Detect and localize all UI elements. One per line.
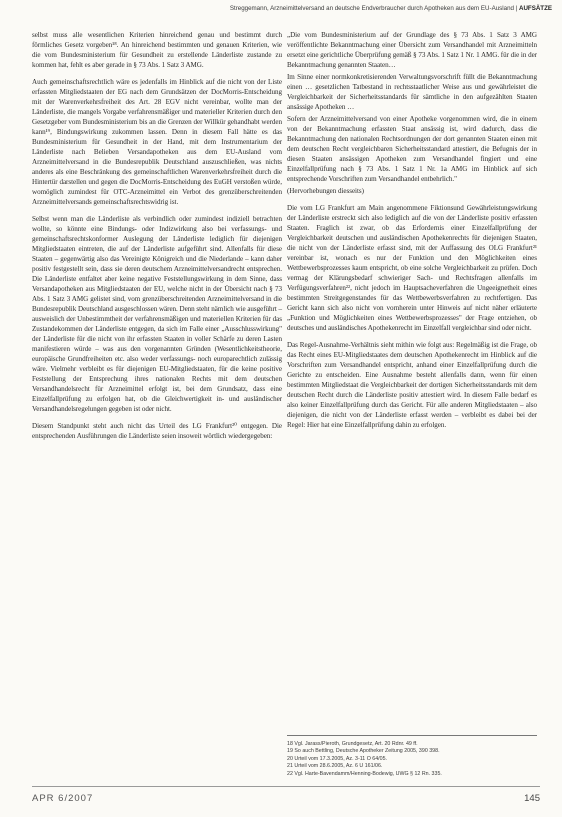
right-column xyxy=(287,30,537,437)
paragraph: Die vom LG Frankfurt am Main angenommene Fiktionsund Gewährleistungswirkung der Länderliste erstreckt sich also lediglich auf die von der Länderliste positiv erfassten Staaten. Fraglich ist zwar, ob das Erfordernis einer Einzelfallprüfung der Vergleichbarkeit deutschen und ausländischen Apothekenrechts für diejenigen Staaten, die nicht von der Länderliste erfasst sind, mit der Auffassung des OLG Frankfurt²¹ vereinbar ist, wonach es nur der Funktion und den Möglichkeiten eines Wettbewerbsprozesses kaum entspricht, ob eine solche Vergleichbarkeit zu prüfen. Doch vermag der Klärungsbedarf schwieriger Sach- und Rechtsfragen allenfalls im Verfügungsverfahren²², nicht jedoch im Hauptsacheverfahren die Ungeeignetheit eines bestimmten Streitgegenstandes für das Wettbewerbsverfahren zu rechtfertigen. Das Gericht kann sich also nicht von vornherein unter Hinweis auf nicht näher erläuterte „Funktion und Möglichkeiten eines Wettbewerbsprozesses" der Frage entziehen, ob deutsches und ausländisches Apothekenrecht im Einzelfall vergleichbar sind oder nicht. xyxy=(287,204,537,332)
journal-issue: APR 6/2007 xyxy=(32,793,94,804)
running-title: Streggemann, Arzneimittelversand an deutsche Endverbraucher durch Apotheken aus dem EU-Ausland | AUFSÄTZE xyxy=(229,5,552,12)
paragraph: Das Regel-Ausnahme-Verhältnis sieht mithin wie folgt aus: Regelmäßig ist die Frage, ob das Recht eines EU-Mitgliedstaates dem deutschen Apothekenrecht im Hinblick auf die Vorschriften zum Versandhandel entspricht, anhand einer Einzelfallprüfung durch die Gerichte zu entscheiden. Eine Ausnahme besteht allenfalls dann, wenn für einen bestimmten Mitgliedstaat die Vergleichbarkeit der dortigen Sicherheitsstandards mit dem deutschen Recht durch die Länderliste positiv attestiert wird. In diesem Falle bedarf es also keiner Einzelfallprüfung durch das Gericht. Für alle anderen Mitgliedstaaten – also diejenigen, die nicht von der Länderliste erfasst werden – verbleibt es dabei bei der Regel: Hier hat eine Einzelfallprüfung dahin zu erfolgen. xyxy=(287,341,537,429)
paragraph: Auch gemeinschaftsrechtlich wäre es jedenfalls im Hinblick auf die nicht von der Liste erfassten Mitgliedstaaten der EG nach dem Grundsätzen der DocMorris-Entscheidung mit der Warenverkehrsfreiheit des Art. 28 EGV nicht vereinbar, wollte man der Länderliste, die mangels Vorgabe verfahrensmäßiger und materieller Kriterien durch den Gesetzgeber vom Bundesministerium bis an die Grenzen der Willkür gehandhabt werden kann¹⁹, Bindungswirkung zukommen lassen. Denn in diesem Fall hätte es das Bundesministerium für Gesundheit in der Hand, mit dem Instrumentarium der Länderliste nach Belieben Versandapotheken aus dem EU-Ausland vom Arzneimittelversand in die Bundesrepublik Deutschland auszuschließen, was nichts anderes als eine Beschränkung des gemeinschaftlichen Warenverkehrsfreiheit durch die Hintertür darstellen und gegen die DocMorris-Entscheidung des EuGH verstoßen würde, womöglich zumindest für OTC-Arzneimittel ein Verbot des grenzüberschreitenden Arzneimittelversands gemeinschaftsrechtswidrig ist. xyxy=(32,78,282,206)
footnote: 19 So auch Bettling, Deutsche Apotheker Zeitung 2005, 390 398. xyxy=(287,748,440,755)
footnote: 18 Vgl. Jarass/Pieroth, Grundgesetz, Art. 20 Rdnr. 49 ff. xyxy=(287,741,418,747)
footnote: 20 Urteil vom 17.3.2005, Az. 3-11 O 64/05. xyxy=(287,755,388,762)
running-title-text: Streggemann, Arzneimittelversand an deutsche Endverbraucher durch Apotheken aus dem EU-Ausland xyxy=(229,5,514,12)
quote-paragraph: Im Sinne einer normkonkretisierenden Verwaltungsvorschrift füllt die Bekanntmachung einen … gesetzlichen Tatbestand in rechtsstaatlicher Weise aus und gewährleistet die Vergleichbarkeit der Sicherheitsstandards für sämtliche in den aufgezählten Staaten ansässige Apotheken … xyxy=(287,73,537,111)
paragraph: Selbst wenn man die Länderliste als verbindlich oder zumindest indiziell betrachten wollte, so könnte eine Bindungs- oder Indizwirkung also bei verfassungs- und gemeinschaftsrechtskonformer Auslegung der Länderliste lediglich für diejenigen Mitgliedstaaten eintreten, die auf der Länderliste aufgeführt sind. Allenfalls für diese Staaten – gegenwärtig also das Vereinigte Königreich und die Niederlande – kann daher positiv festgestellt sein, dass sie deren deutschem Arzneimittelversandrecht entsprechen. Die Länderliste entfaltet aber keine negative Feststellungswirkung in dem Sinne, dass Versandapotheken aus Mitgliedstaaten der EU, welche nicht in der Übersicht nach § 73 Abs. 1 Satz 3 AMG gelistet sind, vom grenzüberschreitenden Arzneimittelversand in die Bundesrepublik Deutschland ausgeschlossen wären. Denn steht nämlich wie ausgeführt – ausweislich der Unbestimmtheit der verfahrensmäßigen und materiellen Kriterien für das Zustandekommen der Länderliste entgegen, da sich im Falle einer „Ausschlusswirkung" der Länderliste für die nicht von ihr erfassten Staaten in voller Schärfe zu deren Lasten manifestieren würde – was aus den vorgenannten Gründen (Wesentlichkeitstheorie, europäische Grundfreiheiten etc. also weder verfassungs- noch europarechtlich zulässig wäre. Vielmehr verbleibt es für diejenigen EU-Mitgliedstaaten, für die keine positive Feststellung der Entsprechung ihres nationalen Rechts mit dem deutschen Versandhandelsrecht für Arzneimittel erfolgt ist, bei dem Grundsatz, dass eine Einzelfallprüfung zu erfolgen hat, ob die Gleichwertigkeit in- und ausländischer Versandhandelsregelungen gegeben ist oder nicht. xyxy=(32,215,282,413)
footer-divider xyxy=(32,786,540,787)
running-header xyxy=(0,0,562,18)
quote-paragraph: „Die vom Bundesministerium auf der Grundlage des § 73 Abs. 1 Satz 3 AMG veröffentlichte Bekanntmachung einer Übersicht zum Versandhandel mit Arzneimitteln ersetzt eine gerichtliche Überprüfung gemäß § 73 Abs. 1 Satz 1 Nr. 1 AMG. für die in der Bekanntmachung genannten Staaten… xyxy=(287,31,537,69)
paragraph: selbst muss alle wesentlichen Kriterien hinreichend genau und bestimmt durch förmliches Gesetz vorgeben¹⁸. An hinreichend bestimmten und genauen Kriterien, wie die vom Bundesministerium für Gesundheit zu erstellende Länderliste zustande zu kommen hat, fehlt es aber gerade in § 73 Abs. 1 Satz 3 AMG. xyxy=(32,31,282,69)
page-footer xyxy=(0,786,562,810)
paragraph: Diesem Standpunkt steht auch nicht das Urteil des LG Frankfurt²⁰ entgegen. Die entsprechenden Ausführungen die Länderliste seien insoweit wörtlich wiedergegeben: xyxy=(32,422,282,440)
emphasis-note: (Hervorhebungen diesseits) xyxy=(287,187,364,195)
footnotes xyxy=(287,735,537,778)
quote-paragraph: Sofern der Arzneimittelversand von einer Apotheke vorgenommen wird, die in einem von der Bekanntmachung erfassten Staat ansässig ist, wird dadurch, dass die Bekanntmachung den nationalen Rechtsordnungen der dort genannten Staaten einen mit dem deutschen Recht vergleichbaren Sicherheitsstandard attestiert, die Befugnis der in diesen Staaten ansässigen Apotheken zum Versandhandel fingiert und eine Einzelfallprüfung nach § 73 Abs. 1 Satz 1 Nr. 1a AMG im Hinblick auf sich entsprechende Vorschriften zum Versandhandel entbehrlich." xyxy=(287,115,537,183)
page-number: 145 xyxy=(524,793,540,804)
left-column xyxy=(32,30,282,448)
section-label: AUFSÄTZE xyxy=(519,5,552,12)
footnote: 21 Urteil vom 28.6.2005, Az. 6 U 161/06. xyxy=(287,763,383,770)
footnote: 22 Vgl. Harte-Bavendamm/Henning-Bodewig, UWG § 12 Rn. 335. xyxy=(287,770,442,777)
